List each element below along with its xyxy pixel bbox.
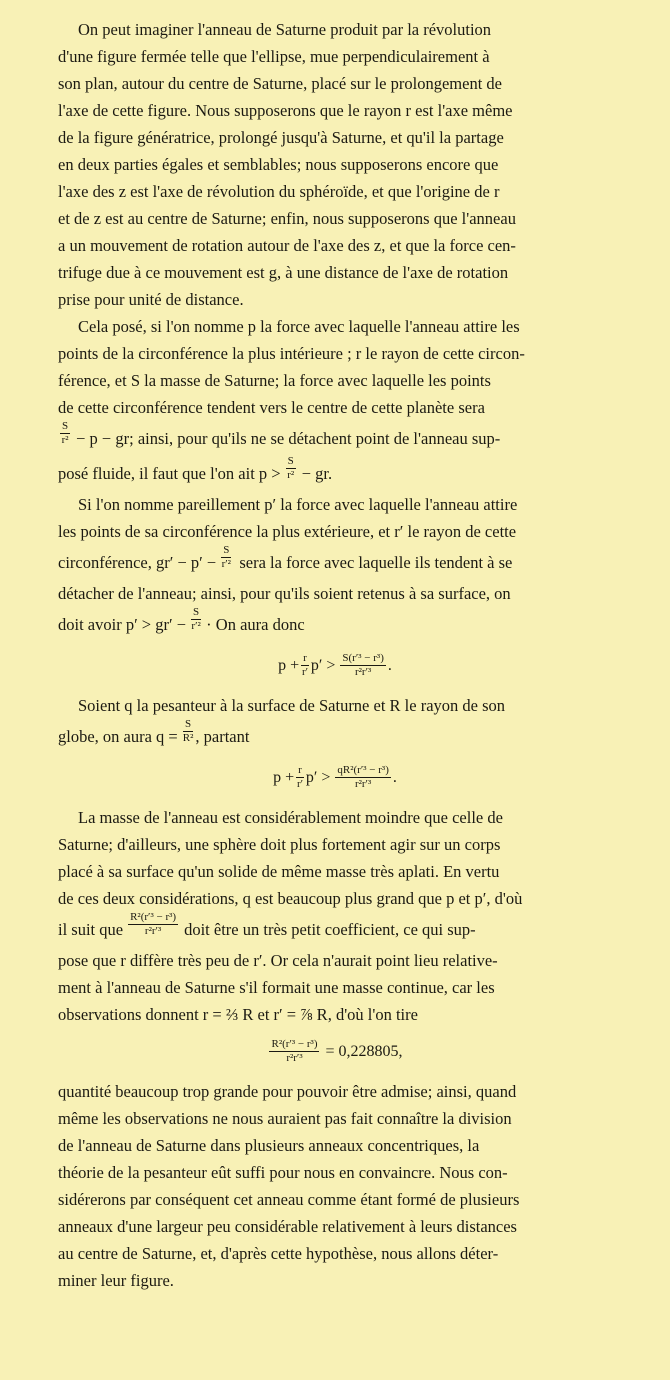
text-line: détacher de l'anneau; ainsi, pour qu'ils soient retenus à sa surface, on xyxy=(58,584,511,603)
inline-text: il suit que xyxy=(58,920,124,939)
fraction-denominator: r′ xyxy=(296,777,304,790)
inline-text: doit être un très petit coefficient, ce qui sup- xyxy=(184,920,476,939)
text-line: a un mouvement de rotation autour de l'axe des z, et que la force cen- xyxy=(58,236,516,255)
inline-text: p + xyxy=(278,656,300,674)
paragraph-6 xyxy=(58,1078,612,1294)
fraction xyxy=(269,1039,319,1064)
fraction xyxy=(296,765,304,790)
fraction-denominator: r²r′³ xyxy=(354,665,372,678)
fraction-numerator: S xyxy=(184,718,192,730)
inline-text: , partant xyxy=(195,727,250,746)
inline-text: globe, on aura q = xyxy=(58,727,178,746)
text-line: et de z est au centre de Saturne; enfin, nous supposerons que l'anneau xyxy=(58,209,516,228)
fraction xyxy=(301,653,309,678)
fraction xyxy=(191,607,201,642)
fraction xyxy=(286,456,296,491)
equation-3 xyxy=(58,1028,612,1074)
fraction-numerator: S xyxy=(193,606,200,618)
fraction-numerator: r xyxy=(303,651,307,664)
text-line: au centre de Saturne, et, d'après cette hypothèse, nous allons déter- xyxy=(58,1244,499,1263)
inline-text: p′ > xyxy=(310,656,336,674)
fraction-denominator: r′ xyxy=(301,665,309,678)
text-line: observations donnent r = ⅔ R et r′ = ⅞ R, d'où l'on tire xyxy=(58,1005,418,1024)
text-line: ment à l'anneau de Saturne s'il formait une masse continue, car les xyxy=(58,978,495,997)
text-line: Soient q la pesanteur à la surface de Saturne et R le rayon de son xyxy=(78,696,506,715)
inline-text: p′ > xyxy=(305,768,331,786)
fraction xyxy=(183,719,194,754)
text-line: l'axe des z est l'axe de révolution du sphéroïde, et que l'origine de r xyxy=(58,182,500,201)
text-line: quantité beaucoup trop grande pour pouvoir être admise; ainsi, quand xyxy=(58,1082,517,1101)
text-line: placé à sa surface qu'un solide de même masse très aplati. En vertu xyxy=(58,862,500,881)
inline-text: · On aura donc xyxy=(206,615,305,634)
fraction xyxy=(335,765,391,790)
paragraph-2 xyxy=(58,313,612,491)
fraction xyxy=(128,912,178,947)
text-line: prise pour unité de distance. xyxy=(58,290,244,309)
text-line: pose que r diffère très peu de r′. Or cela n'aurait point lieu relative- xyxy=(58,951,498,970)
inline-text: . xyxy=(392,768,397,786)
inline-text: circonférence, gr′ − p′ − xyxy=(58,553,217,572)
fraction-denominator: r²r′³ xyxy=(286,1051,303,1064)
text-line: son plan, autour du centre de Saturne, placé sur le prolongement de xyxy=(58,74,502,93)
text-line xyxy=(58,912,612,947)
fraction-numerator: qR²(r′³ − r³) xyxy=(337,763,389,776)
inline-text: − gr. xyxy=(301,464,333,483)
text-line: Si l'on nomme pareillement p′ la force avec laquelle l'anneau attire xyxy=(78,495,518,514)
fraction-denominator: r² xyxy=(287,469,295,481)
text-line: de ces deux considérations, q est beaucoup plus grand que p et p′, d'où xyxy=(58,889,523,908)
fraction-numerator: R²(r′³ − r³) xyxy=(130,911,177,923)
text-line xyxy=(58,607,612,642)
fraction-denominator: R² xyxy=(182,732,194,744)
text-line xyxy=(58,545,612,580)
paragraph-5 xyxy=(58,804,612,1074)
text-line: théorie de la pesanteur eût suffi pour nous en convaincre. Nous con- xyxy=(58,1163,508,1182)
text-line: même les observations ne nous auraient pas fait connaître la division xyxy=(58,1109,512,1128)
fraction-denominator: r′² xyxy=(191,620,201,632)
text-line: anneaux d'une largeur peu considérable relativement à leurs distances xyxy=(58,1217,517,1236)
text-line: miner leur figure. xyxy=(58,1271,174,1290)
fraction-denominator: r′² xyxy=(221,558,231,570)
text-line: Cela posé, si l'on nomme p la force avec laquelle l'anneau attire les xyxy=(78,317,520,336)
text-line: Saturne; d'ailleurs, une sphère doit plus fortement agir sur un corps xyxy=(58,835,501,854)
inline-text: − p − gr; ainsi, pour qu'ils ne se détachent point de l'anneau sup- xyxy=(76,429,501,448)
fraction-numerator: S xyxy=(223,544,230,556)
equation-2 xyxy=(58,754,612,800)
text-line xyxy=(58,456,612,491)
text-line: On peut imaginer l'anneau de Saturne produit par la révolution xyxy=(78,20,492,39)
text-line: l'axe de cette figure. Nous supposerons que le rayon r est l'axe même xyxy=(58,101,513,120)
text-line: de cette circonférence tendent vers le centre de cette planète sera xyxy=(58,398,485,417)
text-line: en deux parties égales et semblables; nous supposerons encore que xyxy=(58,155,499,174)
fraction-denominator: r²r′³ xyxy=(354,777,372,790)
fraction-numerator: R²(r′³ − r³) xyxy=(271,1037,318,1050)
inline-text: sera la force avec laquelle ils tendent à se xyxy=(239,553,513,572)
text-line: férence, et S la masse de Saturne; la force avec laquelle les points xyxy=(58,371,491,390)
paragraph-4 xyxy=(58,692,612,800)
fraction xyxy=(221,545,231,580)
inline-text: p + xyxy=(273,768,295,786)
fraction xyxy=(340,653,385,678)
equation-1 xyxy=(58,642,612,688)
paragraph-3 xyxy=(58,491,612,688)
text-line: de l'anneau de Saturne dans plusieurs anneaux concentriques, la xyxy=(58,1136,480,1155)
text-line: sidérerons par conséquent cet anneau comme étant formé de plusieurs xyxy=(58,1190,520,1209)
text-line: de la figure génératrice, prolongé jusqu'à Saturne, et qu'il la partage xyxy=(58,128,504,147)
paragraph-1 xyxy=(58,16,612,313)
fraction-denominator: r² xyxy=(61,434,69,446)
fraction-numerator: S xyxy=(287,455,294,467)
text-line: La masse de l'anneau est considérablement moindre que celle de xyxy=(78,808,503,827)
text-line: trifuge due à ce mouvement est g, à une distance de l'axe de rotation xyxy=(58,263,509,282)
inline-text: posé fluide, il faut que l'on ait p > xyxy=(58,464,281,483)
fraction-numerator: S xyxy=(62,420,69,432)
inline-text: = 0,228805, xyxy=(325,1042,403,1060)
fraction-numerator: r xyxy=(298,763,302,776)
text-line xyxy=(58,719,612,754)
text-line: les points de sa circonférence la plus extérieure, et r′ le rayon de cette xyxy=(58,522,517,541)
fraction xyxy=(60,421,70,456)
inline-text: doit avoir p′ > gr′ − xyxy=(58,615,187,634)
text-line: d'une figure fermée telle que l'ellipse, mue perpendiculairement à xyxy=(58,47,490,66)
inline-text: . xyxy=(387,656,392,674)
text-line: points de la circonférence la plus intérieure ; r le rayon de cette circon- xyxy=(58,344,525,363)
text-line xyxy=(58,421,612,456)
fraction-numerator: S(r′³ − r³) xyxy=(342,651,384,664)
fraction-denominator: r²r′³ xyxy=(144,925,162,937)
